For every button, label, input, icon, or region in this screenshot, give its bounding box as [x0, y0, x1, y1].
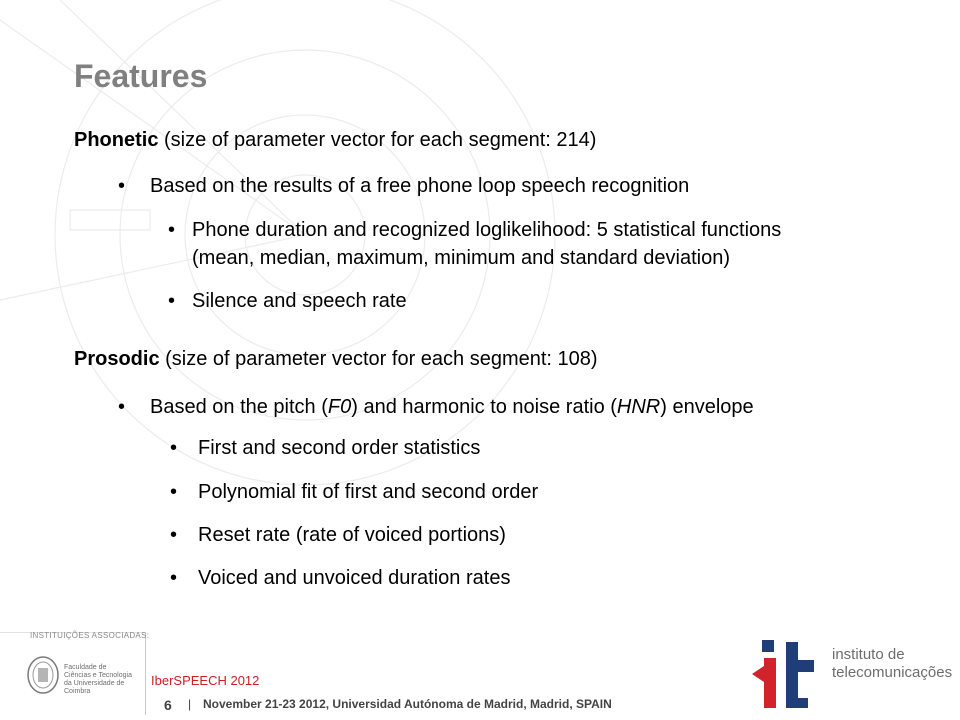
level2-item: Polynomial fit of first and second order	[198, 481, 539, 503]
level2-item: First and second order statistics	[198, 437, 481, 459]
heading-label: Phonetic	[74, 129, 159, 151]
bullet-icon: •	[118, 396, 126, 418]
level2-item: Reset rate (rate of voiced portions)	[198, 524, 506, 546]
institute-line: instituto de	[832, 646, 905, 663]
footer-divider	[145, 633, 146, 715]
bullet-icon: •	[170, 524, 178, 546]
level1-item	[150, 395, 754, 419]
bullet-icon: •	[168, 219, 176, 241]
emphasis-f0: F0	[327, 396, 352, 418]
slide-title: Features	[74, 58, 208, 94]
level2-item-line1: Phone duration and recognized loglikelihood: 5 statistical functions	[192, 219, 782, 241]
conference-name: IberSPEECH 2012	[151, 673, 260, 688]
bullet-icon: •	[170, 567, 178, 589]
text-part: Based on the pitch (	[150, 396, 328, 418]
text-part: ) and harmonic to noise ratio (	[351, 396, 617, 418]
university-seal-icon	[26, 655, 60, 695]
bullet-icon: •	[170, 437, 178, 459]
level2-item: Silence and speech rate	[192, 290, 407, 312]
bullet-icon: •	[118, 175, 126, 197]
page-number: 6	[164, 697, 172, 713]
heading-label: Prosodic	[74, 348, 160, 370]
institute-name	[832, 646, 952, 682]
coimbra-faculty-text: Faculdade de Ciências e Tecnologia da Universidade de Coimbra	[64, 664, 132, 695]
bullet-icon: •	[170, 481, 178, 503]
heading-suffix: (size of parameter vector for each segment: 108)	[165, 348, 598, 370]
level2-item: Voiced and unvoiced duration rates	[198, 567, 511, 589]
institute-line: telecomunicações	[832, 664, 953, 681]
emphasis-hnr: HNR	[616, 396, 661, 418]
section-prosodic-heading	[74, 347, 598, 371]
it-logo-icon	[752, 636, 820, 712]
text-part: ) envelope	[660, 396, 754, 418]
event-info: November 21-23 2012, Universidad Autónoma de Madrid, Madrid, SPAIN	[203, 697, 612, 711]
level2-item-line2: (mean, median, maximum, minimum and standard deviation)	[192, 247, 730, 269]
associated-institutions-label: INSTITUIÇÕES ASSOCIADAS:	[30, 631, 150, 640]
section-phonetic-heading	[74, 128, 596, 152]
footer-separator: |	[188, 697, 192, 711]
bullet-icon: •	[168, 290, 176, 312]
level1-item: Based on the results of a free phone loop speech recognition	[150, 175, 690, 197]
heading-suffix: (size of parameter vector for each segment: 214)	[164, 129, 597, 151]
